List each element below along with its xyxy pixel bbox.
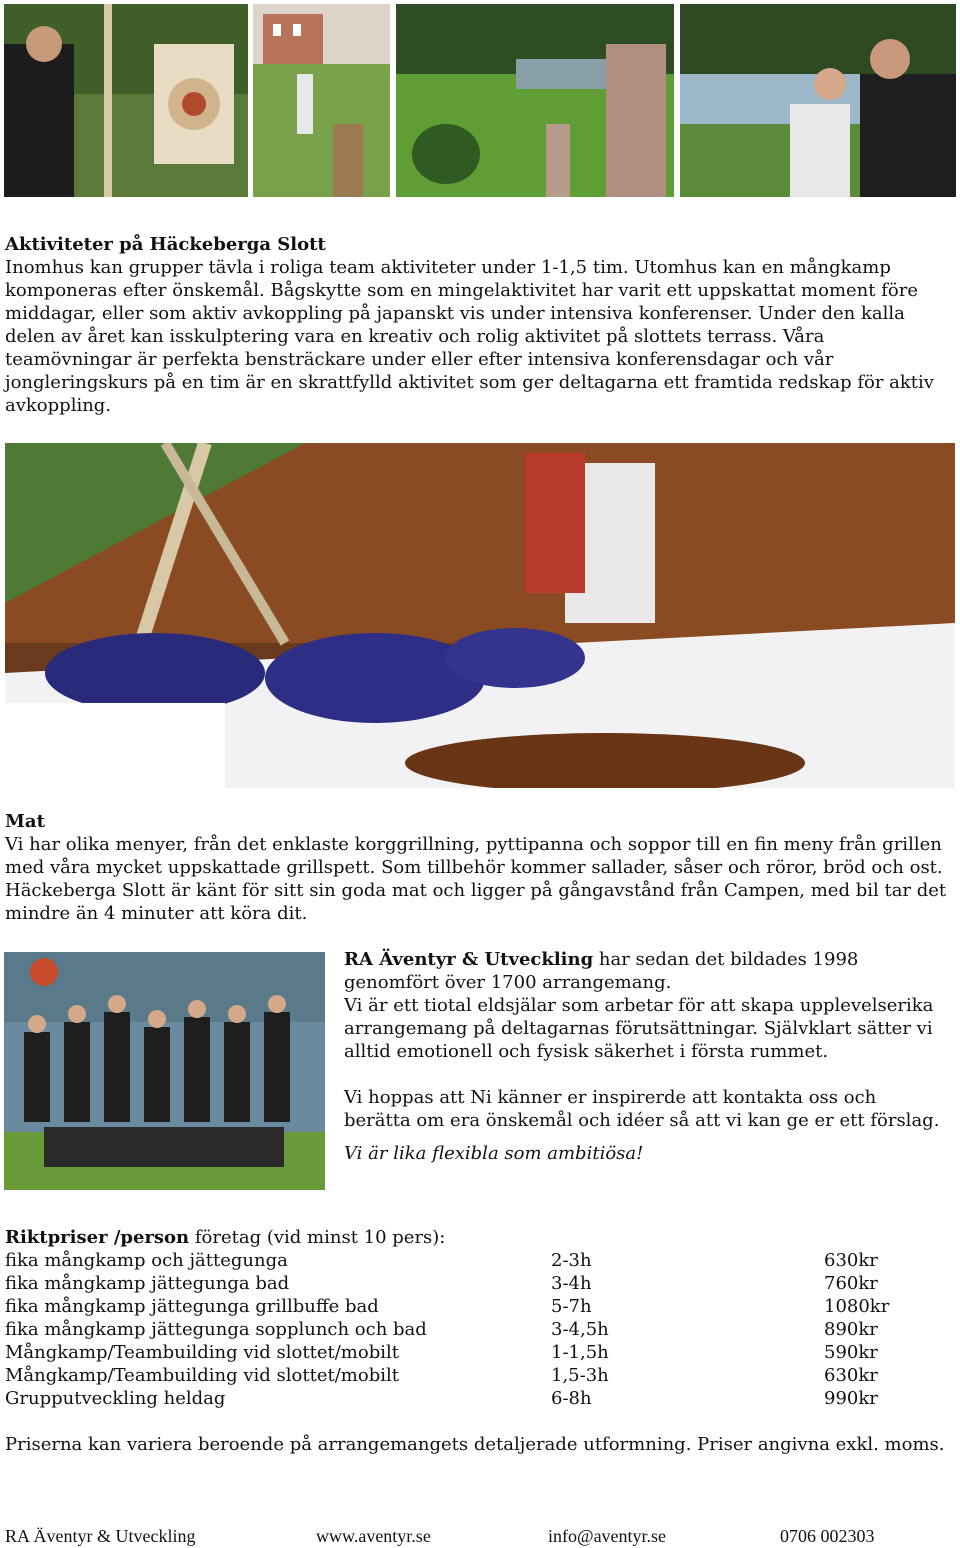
photo-team-group: [4, 952, 325, 1190]
price-item-time: 1,5-3h: [551, 1365, 609, 1386]
price-item-name: Mångkamp/Teambuilding vid slottet/mobilt: [5, 1342, 399, 1363]
price-item-time: 5-7h: [551, 1296, 592, 1317]
photo-archers-lake: [680, 4, 956, 197]
about-section: [344, 948, 944, 1165]
price-row: [5, 1364, 955, 1387]
price-item-name: fika mångkamp jättegunga bad: [5, 1273, 290, 1294]
footer: [0, 1525, 960, 1548]
photo-archery-target: [4, 4, 248, 197]
price-item-name: Mångkamp/Teambuilding vid slottet/mobilt: [5, 1365, 399, 1386]
price-list-subtitle: företag (vid minst 10 pers):: [189, 1227, 446, 1248]
price-row: [5, 1272, 955, 1295]
price-item-price: 630kr: [824, 1365, 878, 1386]
about-team: Vi är ett tiotal eldsjälar som arbetar för att skapa upplevelserika arrangemang på deltagarnas förutsättningar. Självklart sätter vi alltid emotionell och fysisk säkerhet i första rummet.: [344, 995, 934, 1062]
price-list-header: [5, 1226, 955, 1249]
price-item-name: fika mångkamp jättegunga grillbuffe bad: [5, 1296, 379, 1317]
price-item-name: Grupputveckling heldag: [5, 1388, 226, 1409]
activities-heading: Aktiviteter på Häckeberga Slott: [5, 234, 326, 255]
price-item-name: fika mångkamp och jättegunga: [5, 1250, 288, 1271]
price-row: [5, 1341, 955, 1364]
price-row: [5, 1249, 955, 1272]
price-list: [5, 1226, 955, 1410]
price-row: [5, 1387, 955, 1410]
price-item-time: 3-4,5h: [551, 1319, 609, 1340]
about-invite: Vi hoppas att Ni känner er inspirerde att kontakta oss och berätta om era önskemål och idéer så att vi kan ge er ett förslag.: [344, 1087, 940, 1131]
about-intro: [344, 948, 944, 994]
photo-castle-archer: [253, 4, 390, 197]
about-brand: RA Äventyr & Utveckling: [344, 949, 594, 970]
food-section: [5, 810, 955, 925]
activities-section: [5, 233, 955, 417]
price-row: [5, 1318, 955, 1341]
about-intro-rest: har sedan det bildades 1998 genomfört över 1700 arrangemang.: [344, 949, 859, 993]
price-item-time: 2-3h: [551, 1250, 592, 1271]
food-body: Vi har olika menyer, från det enklaste korggrillning, pyttipanna och soppor till en fin meny från grillen med våra mycket uppskattade grillspett. Som tillbehör kommer sallader, såser och röror, bröd och ost. Häckeberga Slott är känt för sitt sin goda mat och ligger på gångavstånd från Campen, med bil tar det mindre än 4 minuter att köra dit.: [5, 834, 947, 924]
about-motto: Vi är lika flexibla som ambitiösa!: [344, 1143, 644, 1164]
price-note: Priserna kan variera beroende på arrangemangets detaljerade utformning. Priser angivna exkl. moms.: [5, 1434, 945, 1455]
price-item-price: 1080kr: [824, 1296, 890, 1317]
footer-website[interactable]: www.aventyr.se: [316, 1526, 431, 1546]
price-item-price: 890kr: [824, 1319, 878, 1340]
price-item-time: 1-1,5h: [551, 1342, 609, 1363]
photo-park-lawn: [396, 4, 674, 197]
price-item-name: fika mångkamp jättegunga sopplunch och bad: [5, 1319, 427, 1340]
price-item-price: 990kr: [824, 1388, 878, 1409]
price-item-price: 760kr: [824, 1273, 878, 1294]
footer-company: RA Äventyr & Utveckling: [5, 1526, 196, 1546]
price-list-title: Riktpriser /person: [5, 1227, 190, 1248]
activities-body: Inomhus kan grupper tävla i roliga team aktiviteter under 1-1,5 tim. Utomhus kan en mångkamp komponeras efter önskemål. Bågskytte som en mingelaktivitet har varit ett uppskattat moment före middagar, eller som aktiv avkoppling på japanskt vis under intensiva konferenser. Under den kalla delen av året kan isskulptering vara en kreativ och rolig aktivitet på slottets terrass. Våra teamövningar är perfekta bensträckare under eller efter intensiva konferensdagar och vår jongleringskurs på en tim är en skrattfylld aktivitet som ger deltagarna ett framtida redskap för aktiv avkoppling.: [5, 257, 934, 416]
footer-email[interactable]: info@aventyr.se: [548, 1526, 667, 1546]
photo-tipi-buffet: [5, 443, 955, 788]
food-heading: Mat: [5, 811, 45, 832]
price-item-price: 590kr: [824, 1342, 878, 1363]
footer-phone: 0706 002303: [780, 1526, 875, 1546]
price-item-time: 6-8h: [551, 1388, 592, 1409]
price-item-price: 630kr: [824, 1250, 878, 1271]
price-item-time: 3-4h: [551, 1273, 592, 1294]
price-row: [5, 1295, 955, 1318]
